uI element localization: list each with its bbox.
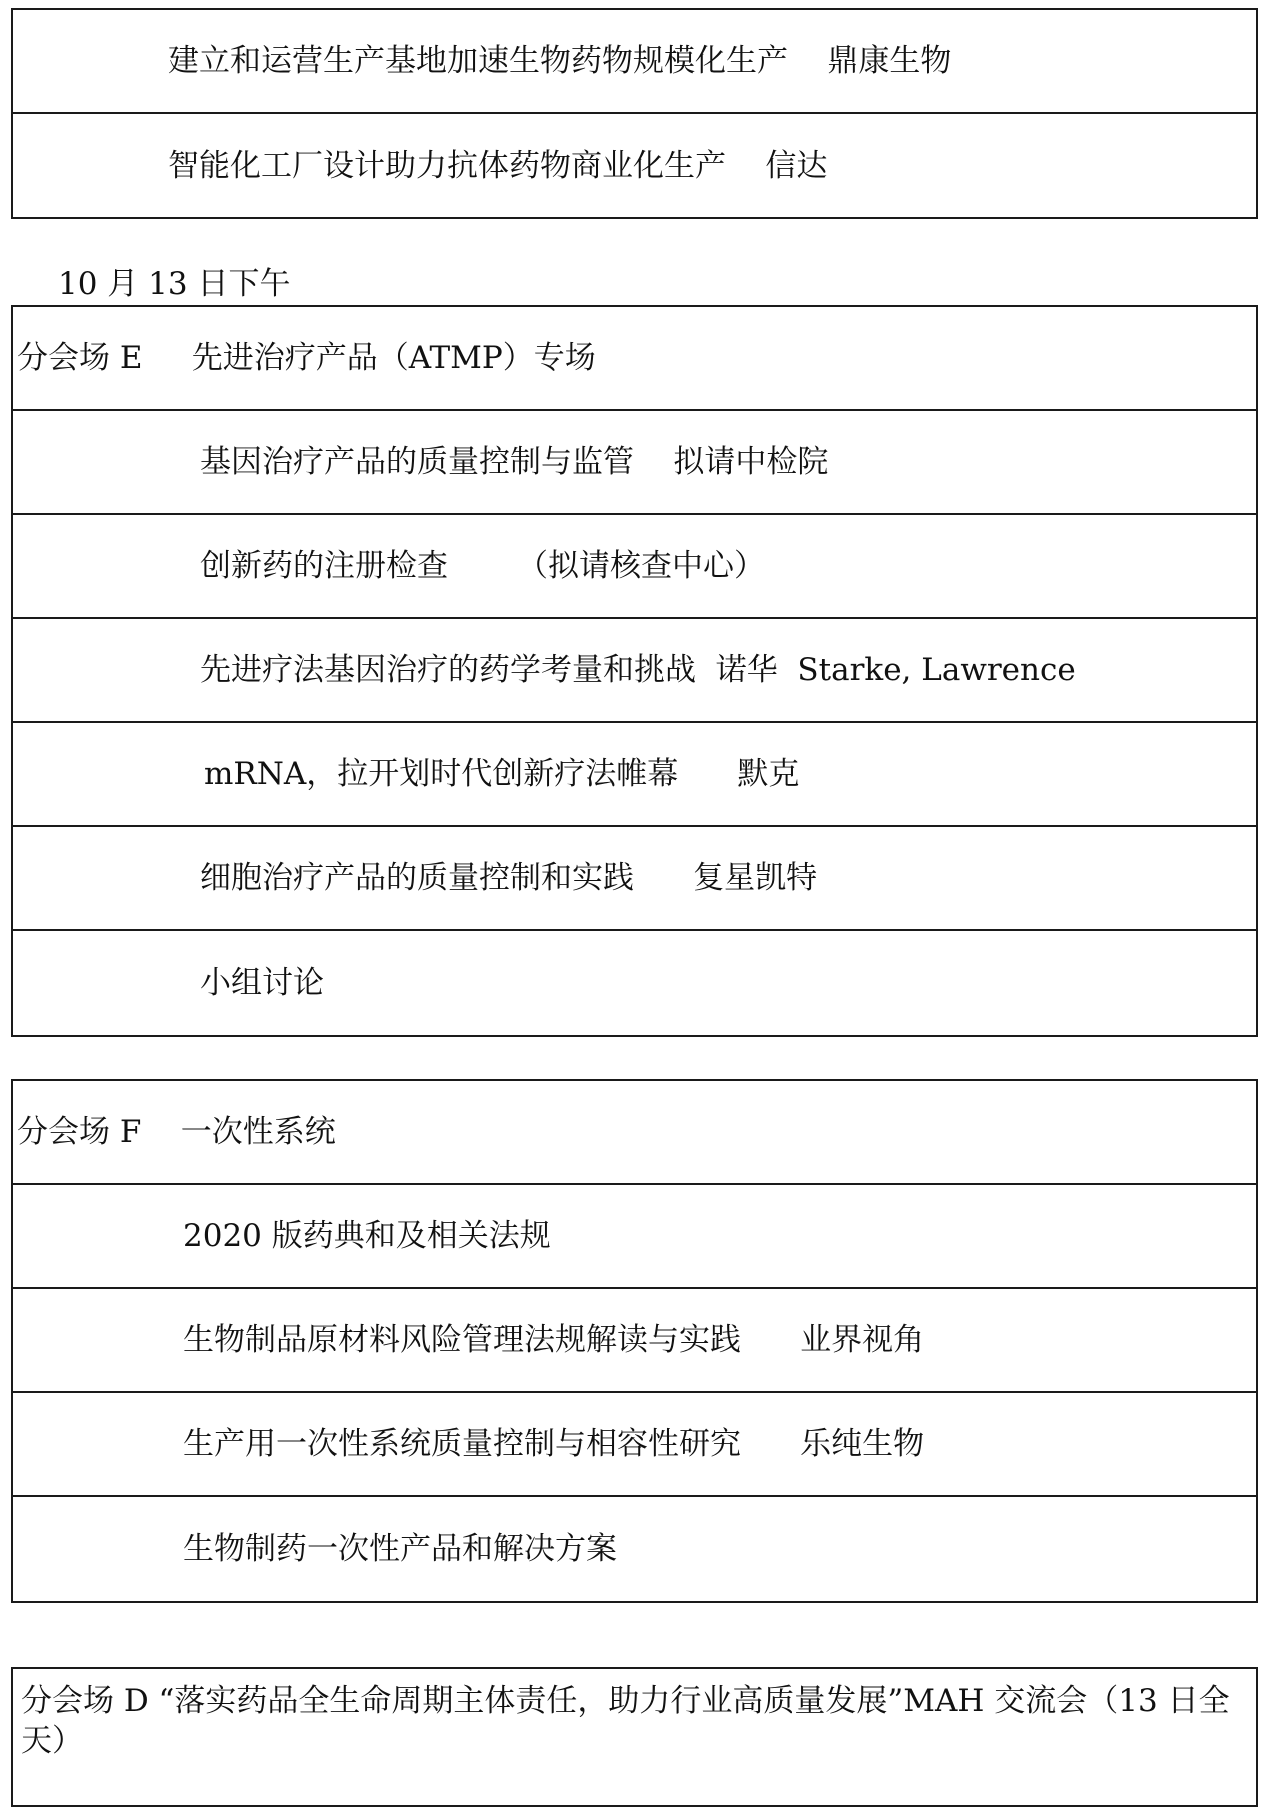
table-row — [13, 10, 1256, 114]
table-row — [13, 1289, 1256, 1393]
table-row — [13, 114, 1256, 217]
session-e-title: 分会场 E 先进治疗产品（ATMP）专场 — [17, 340, 596, 376]
table-row — [13, 1393, 1256, 1497]
table-top — [11, 8, 1258, 219]
session-d-table — [11, 1667, 1258, 1807]
row-text: 创新药的注册检查 （拟请核查中心） — [200, 548, 765, 584]
row-text: 生物制药一次性产品和解决方案 — [183, 1531, 617, 1567]
table-row — [13, 411, 1256, 515]
session-f-title: 分会场 F 一次性系统 — [17, 1114, 336, 1150]
row-text: 小组讨论 — [200, 965, 324, 1001]
table-row — [13, 827, 1256, 931]
table-row — [13, 1497, 1256, 1601]
row-text: 生物制品原材料风险管理法规解读与实践 业界视角 — [183, 1322, 925, 1358]
session-f-header — [13, 1081, 1256, 1185]
table-row — [13, 1185, 1256, 1289]
row-text: 生产用一次性系统质量控制与相容性研究 乐纯生物 — [183, 1426, 925, 1462]
session-e-table — [11, 305, 1258, 1037]
session-d-title: 分会场 D “落实药品全生命周期主体责任，助力行业高质量发展”MAH 交流会（13 日全天） — [21, 1683, 1230, 1759]
row-text: 建立和运营生产基地加速生物药物规模化生产 鼎康生物 — [168, 43, 952, 79]
row-text: mRNA，拉开划时代创新疗法帷幕 默克 — [204, 756, 800, 792]
session-e-header — [13, 307, 1256, 411]
row-text: 基因治疗产品的质量控制与监管 拟请中检院 — [200, 444, 829, 480]
session-f-table — [11, 1079, 1258, 1603]
row-text: 细胞治疗产品的质量控制和实践 复星凯特 — [200, 860, 818, 896]
table-row — [13, 619, 1256, 723]
row-text: 智能化工厂设计助力抗体药物商业化生产 信达 — [168, 147, 828, 184]
row-text: 2020 版药典和及相关法规 — [183, 1218, 551, 1254]
table-row — [13, 515, 1256, 619]
table-row — [13, 931, 1256, 1035]
row-text: 先进疗法基因治疗的药学考量和挑战 诺华 Starke, Lawrence — [200, 652, 1076, 688]
date-heading: 10 月 13 日下午 — [58, 266, 291, 302]
table-row — [13, 723, 1256, 827]
